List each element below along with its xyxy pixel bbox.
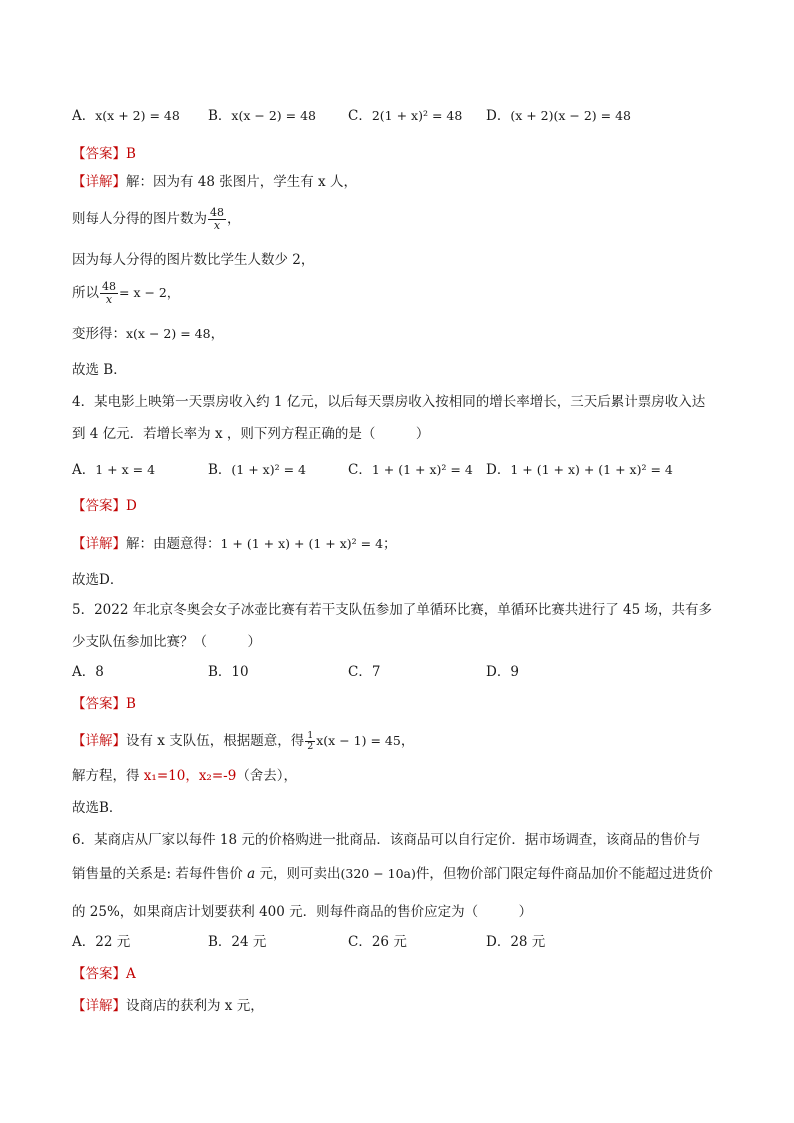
option-expression: 10 [231,664,249,680]
question-stem: 销售量的关系是: 若每件售价 [72,866,248,882]
option-letter: C． [348,108,372,124]
detail-text: （舍去）， [236,768,298,784]
option-expression: 26 元 [371,934,407,950]
q4-option-d [486,460,673,480]
option-letter: A． [72,462,96,478]
answer-label: 【答案】 [72,966,126,982]
question-stem: 6．某商店从厂家以每件 18 元的价格购进一批商品．该商品可以自行定价．据市场调查，该商品的售价与 [72,832,701,848]
q4-option-c [348,460,473,480]
fraction [100,281,118,306]
detail-label: 【详解】 [72,733,126,749]
answer-value: B [126,696,136,712]
q5-option-b [208,662,249,682]
q5-option-a [72,662,104,682]
option-letter: D． [486,934,511,950]
option-letter: A． [72,934,96,950]
q6-answer [72,964,136,984]
detail-expression: = x − 2， [119,285,180,300]
conclusion-text: 故选D． [72,572,124,588]
option-expression: 7 [371,664,381,680]
q6-stem-line-3 [72,902,532,922]
option-expression: x(x − 2) = 48 [231,108,316,123]
q3-detail-line-2 [72,202,241,236]
fraction-denominator: x [213,219,221,232]
option-letter: B． [208,108,232,124]
root-1: x₁=10 [143,768,186,784]
detail-text: 因为每人分得的图片数比学生人数少 2， [72,252,315,268]
q6-detail [72,996,264,1016]
option-letter: A． [72,108,96,124]
option-letter: B． [208,462,232,478]
detail-text: 解方程，得 [72,768,144,784]
q6-option-a [72,932,130,952]
detail-text: 解：由题意得： [126,536,221,552]
option-expression: 24 元 [231,934,267,950]
q6-stem-line-2 [72,864,713,884]
q3-option-d [486,106,631,126]
question-stem: 元，则可卖出 [255,866,341,882]
conclusion-text: 故选B． [72,800,123,816]
detail-expression: 1 + (1 + x) + (1 + x)² = 4 [220,536,384,551]
question-stem: 4．某电影上映第一天票房收入约 1 亿元，以后每天票房收入按相同的增长率增长，三天后累计票房收入达 [72,394,706,410]
question-stem: 少支队伍参加比赛？（ ） [72,634,261,650]
answer-label: 【答案】 [72,498,126,514]
detail-expression: x(x − 2) = 48 [126,326,211,341]
option-expression: (1 + x)² = 4 [231,462,306,477]
option-letter: B． [208,934,232,950]
q3-detail-line-1 [72,172,357,192]
answer-value: A [126,966,136,982]
option-expression: 22 元 [95,934,131,950]
fraction-numerator: 48 [210,206,224,219]
option-expression: x(x + 2) = 48 [95,108,180,123]
fraction-denominator: x [105,293,113,306]
q5-solve [72,766,297,786]
q5-option-c [348,662,380,682]
answer-value: B [126,146,136,162]
fraction [208,207,226,232]
root-separator: ， [185,768,199,784]
fraction-numerator: 48 [102,280,116,293]
q6-option-c [348,932,407,952]
option-letter: C． [348,664,372,680]
conclusion-text: 故选 B． [72,362,127,378]
detail-text: 则每人分得的图片数为 [72,211,207,227]
detail-label: 【详解】 [72,536,126,552]
option-expression: 1 + (1 + x)² = 4 [371,462,473,477]
q3-detail-line-3 [72,250,314,270]
q3-option-a [72,106,180,126]
question-stem: 件，但物价部门限定每件商品加价不能超过进货价 [415,866,713,882]
q5-option-d [486,662,519,682]
option-expression: 9 [510,664,519,680]
q5-stem-line-1 [72,600,712,620]
option-expression: 2(1 + x)² = 48 [371,108,463,123]
q6-option-d [486,932,545,952]
answer-label: 【答案】 [72,146,126,162]
detail-label: 【详解】 [72,174,126,190]
detail-text: 设商店的获利为 x 元， [126,998,264,1014]
question-stem: 的 25%，如果商店计划要获利 400 元．则每件商品的售价应定为（ ） [72,904,533,920]
option-letter: A． [72,664,96,680]
detail-expression: x(x − 1) = 45 [316,733,401,748]
q4-detail [72,534,397,554]
detail-text: ， [210,326,225,342]
q6-option-b [208,932,266,952]
q4-stem-line-1 [72,392,705,412]
fraction-denominator: 2 [307,741,314,752]
fraction-numerator: 1 [307,730,314,741]
option-letter: C． [348,934,372,950]
detail-text: ， [400,733,415,749]
root-2: x₂=-9 [198,768,237,784]
detail-text: 变形得： [72,326,126,342]
detail-text: 所以 [72,285,99,301]
question-stem: 到 4 亿元．若增长率为 x ，则下列方程正确的是（ ） [72,426,430,442]
detail-text: 设有 x 支队伍，根据题意，得 [126,733,305,749]
fraction [305,731,315,752]
detail-label: 【详解】 [72,998,126,1014]
answer-value: D [126,498,137,514]
q5-conclusion [72,798,122,818]
q3-detail-line-5 [72,324,224,344]
q6-stem-line-1 [72,830,700,850]
q4-answer [72,496,137,516]
q5-detail [72,724,414,758]
variable: a [247,866,256,882]
q3-detail-line-4 [72,276,179,310]
answer-label: 【答案】 [72,696,126,712]
option-expression: 1 + (1 + x) + (1 + x)² = 4 [510,462,673,477]
q3-option-b [208,106,316,126]
q5-answer [72,694,136,714]
question-stem: 5．2022 年北京冬奥会女子冰壶比赛有若干支队伍参加了单循环比赛，单循环比赛共进行了 45 场，共有多 [72,602,712,618]
detail-text: 解：因为有 48 张图片，学生有 x 人， [126,174,357,190]
option-letter: D． [486,108,511,124]
q4-option-a [72,460,155,480]
option-letter: D． [486,664,511,680]
detail-text: ， [227,211,241,227]
q4-option-b [208,460,306,480]
option-expression: (x + 2)(x − 2) = 48 [510,108,632,123]
q5-stem-line-2 [72,632,261,652]
q4-conclusion [72,570,123,590]
q3-option-c [348,106,462,126]
option-expression: 8 [95,664,104,680]
option-expression: 1 + x = 4 [95,462,156,477]
q3-conclusion [72,360,127,380]
option-letter: B． [208,664,232,680]
option-letter: D． [486,462,511,478]
option-letter: C． [348,462,372,478]
stem-expression: (320 − 10a) [340,866,416,881]
option-expression: 28 元 [510,934,546,950]
q3-answer [72,144,136,164]
detail-text: ； [383,536,397,552]
q4-stem-line-2 [72,424,429,444]
